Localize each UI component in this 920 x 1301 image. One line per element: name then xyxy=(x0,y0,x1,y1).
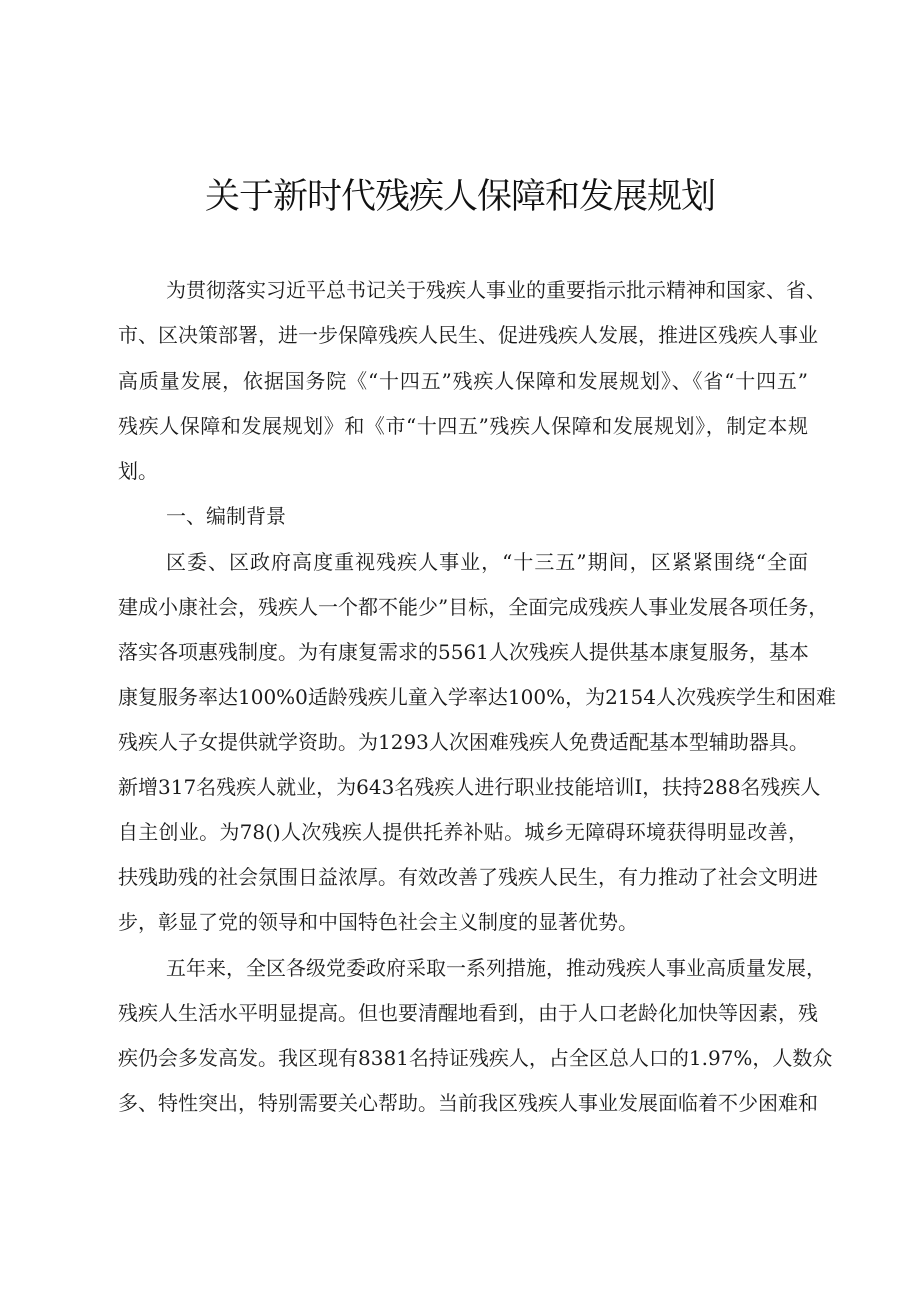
background-line-9: 步，彰显了党的领导和中国特色社会主义制度的显著优势。 xyxy=(118,910,638,934)
document-title: 关于新时代残疾人保障和发展规划 xyxy=(204,177,715,217)
background-line-5: 残疾人子女提供就学资助。为1293人次困难残疾人免费适配基本型辅助器具。 xyxy=(118,730,809,754)
background-line-8: 扶残助残的社会氛围日益浓厚。有效改善了残疾人民生，有力推动了社会文明进 xyxy=(118,865,818,889)
background-line-7: 自主创业。为78()人次残疾人提供托养补贴。城乡无障碍环境获得明显改善， xyxy=(118,820,808,844)
background-line-6: 新增317名残疾人就业，为643名残疾人进行职业技能培训I，扶持288名残疾人 xyxy=(118,775,821,799)
intro-line-5: 划。 xyxy=(118,459,158,483)
background-line-1: 区委、区政府高度重视残疾人事业，“十三五”期间，区紧紧围绕“全面 xyxy=(166,550,808,574)
background-line-2: 建成小康社会，残疾人一个都不能少”目标，全面完成残疾人事业发展各项任务， xyxy=(118,595,829,619)
situation-line-4: 多、特性突出，特别需要关心帮助。当前我区残疾人事业发展面临着不少困难和 xyxy=(118,1091,818,1115)
background-line-4: 康复服务率达100%0适龄残疾儿童入学率达100%，为2154人次残疾学生和困难 xyxy=(118,685,836,709)
situation-line-3: 疾仍会多发高发。我区现有8381名持证残疾人，占全区总人口的1.97%，人数众 xyxy=(118,1046,833,1070)
section-heading: 一、编制背景 xyxy=(166,504,286,528)
intro-line-3: 高质量发展，依据国务院《“十四五”残疾人保障和发展规划》、《省“十四五” xyxy=(118,369,808,393)
situation-line-2: 残疾人生活水平明显提高。但也要清醒地看到，由于人口老龄化加快等因素，残 xyxy=(118,1001,818,1025)
situation-line-1: 五年来，全区各级党委政府采取一系列措施，推动残疾人事业高质量发展， xyxy=(166,956,826,980)
intro-line-4: 残疾人保障和发展规划》和《市“十四五”残疾人保障和发展规划》，制定本规 xyxy=(118,414,808,438)
background-line-3: 落实各项惠残制度。为有康复需求的5561人次残疾人提供基本康复服务，基本 xyxy=(118,640,809,664)
intro-line-2: 市、区决策部署，进一步保障残疾人民生、促进残疾人发展，推进区残疾人事业 xyxy=(118,323,818,347)
intro-line-1: 为贯彻落实习近平总书记关于残疾人事业的重要指示批示精神和国家、省、 xyxy=(166,278,826,302)
